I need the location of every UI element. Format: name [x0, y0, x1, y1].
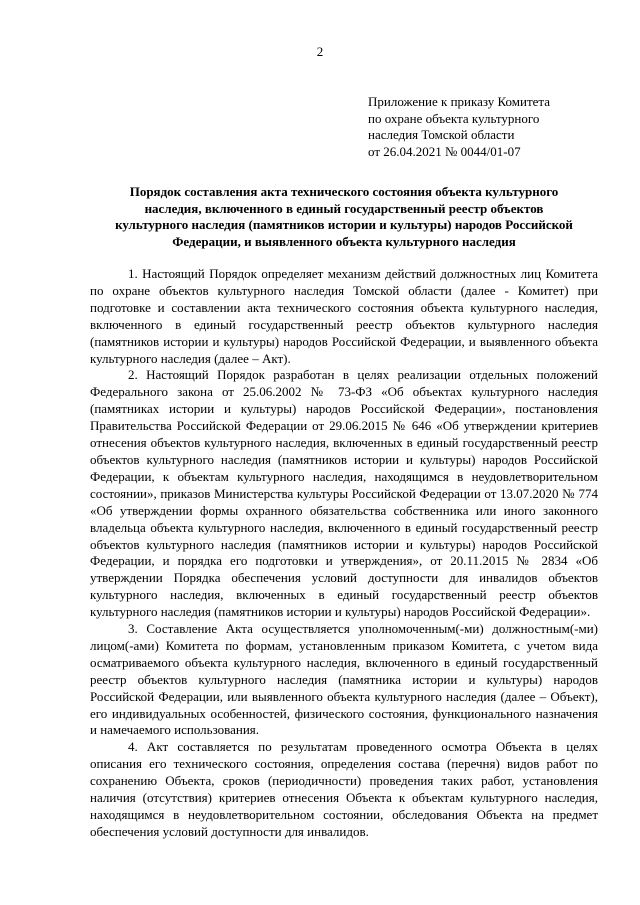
appendix-line: по охране объекта культурного: [368, 110, 540, 126]
title-line: культурного наследия (памятников истории и культуры) народов Российской: [115, 217, 573, 232]
document-title: [90, 184, 598, 250]
title-line: Федерации, и выявленного объекта культурного наследия: [172, 233, 516, 249]
title-line: Порядок составления акта технического состояния объекта культурного: [129, 184, 559, 199]
paragraph-4: 4. Акт составляется по результатам проведенного осмотра Объекта в целях описания его технического состояния, определения состава (перечня) видов работ по сохранению Объекта, сроков (периодичности) проведения таких работ, установления наличия (отсутствия) критериев отнесения Объекта к объектам культурного наследия, находящимся в неудовлетворительном состоянии, обследования Объекта на предмет обеспечения условий доступности для инвалидов.: [90, 739, 598, 839]
paragraph-3: 3. Составление Акта осуществляется уполномоченным(-ми) должностным(-ми) лицом(-ами) Комитета по формам, установленным приказом Комитета, с учетом вида осматриваемого объекта культурного наследия, включенного в единый государственный реестр объектов культурного наследия (памятника истории и культуры) народов Российской Федерации, или выявленного объекта культурного наследия (далее – Объект), его индивидуальных особенностей, физического состояния, функционального назначения и намечаемого использования.: [90, 621, 598, 738]
page-number: 2: [316, 44, 324, 59]
appendix-line: Приложение к приказу Комитета: [368, 94, 551, 109]
title-line: наследия, включенного в единый государственный реестр объектов: [144, 200, 544, 216]
appendix-line: наследия Томской области: [368, 127, 515, 142]
document-body: [90, 266, 598, 841]
appendix-block: [368, 94, 618, 160]
paragraph-2: 2. Настоящий Порядок разработан в целях реализации отдельных положений Федерального закона от 25.06.2002 № 73-ФЗ «Об объектах культурного наследия (памятниках истории и культуры) народов Российской Федерации», постановления Правительства Российской Федерации от 29.06.2015 № 646 «Об утверждении критериев отнесения объектов культурного наследия, включенных в единый государственный реестр объектов культурного наследия (памятников истории и культуры) народов Российской Федерации, к объектам культурного наследия, находящимся в неудовлетворительном состоянии», приказов Министерства культуры Российской Федерации от 13.07.2020 № 774 «Об утверждении формы охранного обязательства собственника или иного законного владельца объекта культурного наследия, включенного в единый государственный реестр объектов культурного наследия (памятников истории и культуры) народов Российской Федерации, и порядка его подготовки и утверждения», от 20.11.2015 № 2834 «Об утверждении Порядка обеспечения условий доступности для инвалидов объектов культурного наследия, включенных в единый государственный реестр объектов культурного наследия (памятников истории и культуры) народов Российской Федерации».: [90, 367, 598, 620]
paragraph-1: 1. Настоящий Порядок определяет механизм действий должностных лиц Комитета по охране объектов культурного наследия Томской области (далее - Комитет) при подготовке и составлении акта технического состояния объекта культурного наследия, включенного в единый государственный реестр объектов культурного наследия (памятников истории и культуры) народов Российской Федерации, и выявленного объекта культурного наследия (далее – Акт).: [90, 266, 598, 366]
appendix-line: от 26.04.2021 № 0044/01-07: [368, 143, 521, 159]
